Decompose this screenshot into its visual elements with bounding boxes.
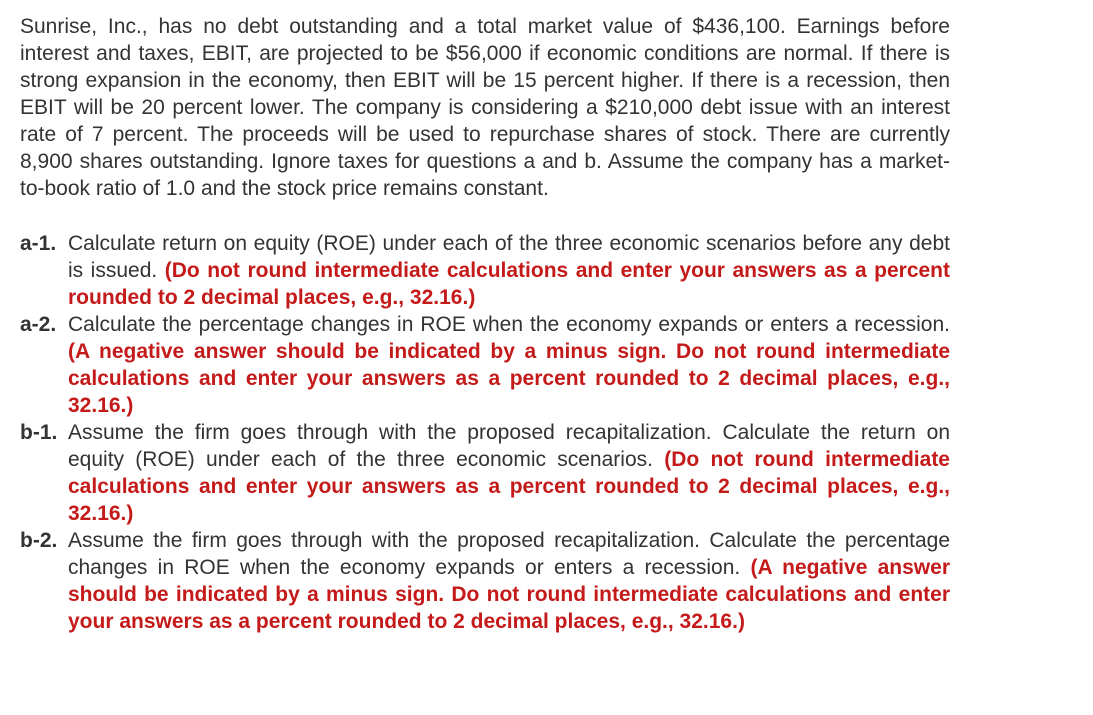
question-label: b-1.: [20, 421, 58, 444]
question-text: Assume the firm goes through with the proposed recapitalization. Calculate the return on equity (ROE) under each of the three economic scenarios.: [68, 421, 950, 471]
problem-statement: Sunrise, Inc., has no debt outstanding and a total market value of $436,100. Earnings before interest and taxes, EBIT, are projected to be $56,000 if economic conditions are normal. If there is strong expansion in the economy, then EBIT will be 15 percent higher. If there is a recession, then EBIT will be 20 percent lower. The company is considering a $210,000 debt issue with an interest rate of 7 percent. The proceeds will be used to repurchase shares of stock. There are currently 8,900 shares outstanding. Ignore taxes for questions a and b. Assume the company has a market-to-book ratio of 1.0 and the stock price remains constant.: [20, 15, 950, 200]
question-instruction: (A negative answer should be indicated by a minus sign. Do not round intermediate calculations and enter your answers as a percent rounded to 2 decimal places, e.g., 32.16.): [68, 556, 950, 633]
question-body: [68, 419, 950, 527]
question-instruction: (Do not round intermediate calculations and enter your answers as a percent rounded to 2 decimal places, e.g., 32.16.): [68, 448, 950, 525]
question-label: a-2.: [20, 313, 57, 336]
question-a2: [20, 311, 950, 419]
question-text: Calculate the percentage changes in ROE when the economy expands or enters a recession.: [68, 313, 950, 336]
question-instruction: (A negative answer should be indicated by a minus sign. Do not round intermediate calculations and enter your answers as a percent rounded to 2 decimal places, e.g., 32.16.): [68, 340, 950, 417]
question-a1: [20, 230, 950, 311]
question-label: b-2.: [20, 529, 58, 552]
question-text: Calculate return on equity (ROE) under each of the three economic scenarios before any debt is issued.: [68, 232, 950, 282]
question-body: [68, 230, 950, 311]
question-body: [68, 527, 950, 635]
question-label: a-1.: [20, 232, 57, 255]
question-b1: [20, 419, 950, 527]
question-body: [68, 311, 950, 419]
question-instruction: (Do not round intermediate calculations and enter your answers as a percent rounded to 2 decimal places, e.g., 32.16.): [68, 259, 950, 309]
question-list: [20, 230, 950, 635]
question-text: Assume the firm goes through with the proposed recapitalization. Calculate the percentage changes in ROE when the economy expands or enters a recession.: [68, 529, 950, 579]
question-b2: [20, 527, 950, 635]
